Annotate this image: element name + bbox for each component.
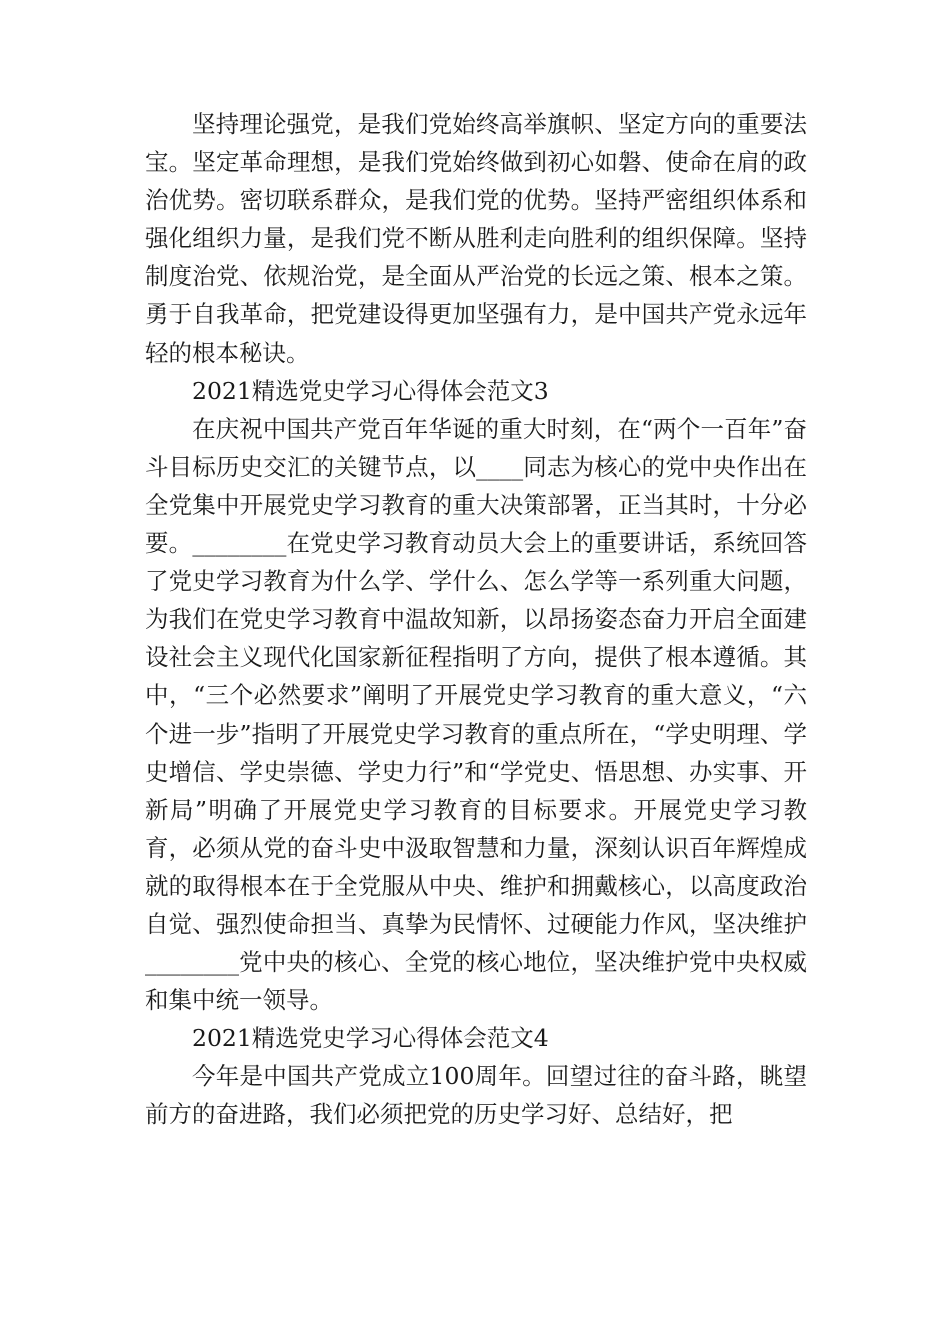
section-heading-essay-4: 2021精选党史学习心得体会范文4 [192, 1024, 549, 1053]
paragraph-party-building: 坚持理论强党，是我们党始终高举旗帜、坚定方向的重要法宝。坚定革命理想，是我们党始终做到初心如磐、使命在肩的政治优势。密切联系群众，是我们党的优势。坚持严密组织体系和强化组织力量，是我们党不断从胜利走向胜利的组织保障。坚持制度治党、依规治党，是全面从严治党的长远之策、根本之策。勇于自我革命，把党建设得更加坚强有力，是中国共产党永远年轻的根本秘诀。 [145, 110, 807, 367]
paragraph-essay-4-body: 今年是中国共产党成立100周年。回望过往的奋斗路，眺望前方的奋进路，我们必须把党的历史学习好、总结好，把 [145, 1062, 807, 1129]
paragraph-essay-3-body: 在庆祝中国共产党百年华诞的重大时刻，在“两个一百年”奋斗目标历史交汇的关键节点，以____同志为核心的党中央作出在全党集中开展党史学习教育的重大决策部署，正当其时，十分必要。________在党史学习教育动员大会上的重要讲话，系统回答了党史学习教育为什么学、学什么、怎么学等一系列重大问题，为我们在党史学习教育中温故知新，以昂扬姿态奋力开启全面建设社会主义现代化国家新征程指明了方向，提供了根本遵循。其中，“三个必然要求”阐明了开展党史学习教育的重大意义，“六个进一步”指明了开展党史学习教育的重点所在，“学史明理、学史增信、学史崇德、学史力行”和“学党史、悟思想、办实事、开新局”明确了开展党史学习教育的目标要求。开展党史学习教育，必须从党的奋斗史中汲取智慧和力量，深刻认识百年辉煌成就的取得根本在于全党服从中央、维护和拥戴核心，以高度政治自觉、强烈使命担当、真挚为民情怀、过硬能力作风，坚决维护________党中央的核心、全党的核心地位，坚决维护党中央权威和集中统一领导。 [145, 414, 807, 1015]
section-heading-essay-3: 2021精选党史学习心得体会范文3 [192, 376, 549, 405]
document-page [145, 105, 807, 1134]
